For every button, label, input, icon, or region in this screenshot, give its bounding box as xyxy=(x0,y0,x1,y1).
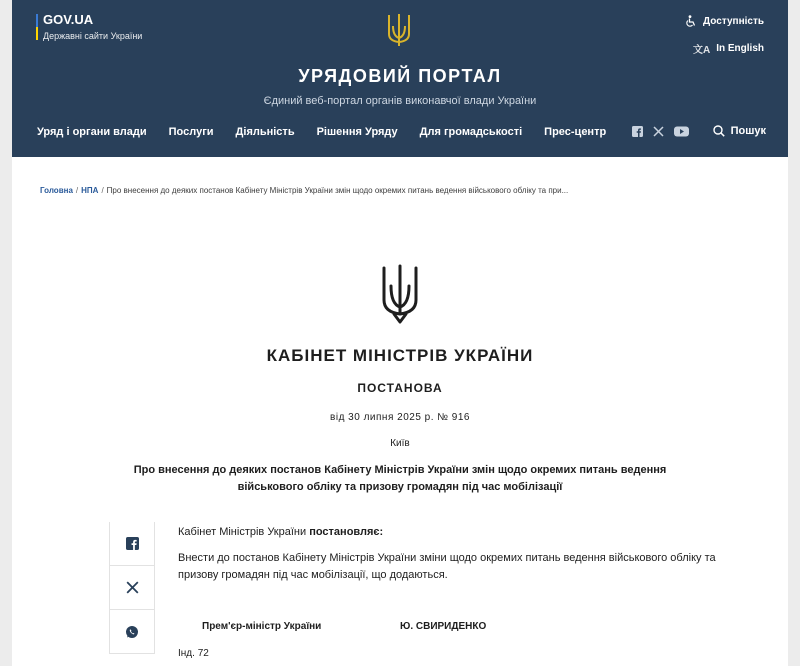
document-date: від 30 липня 2025 р. № 916 xyxy=(330,412,470,423)
breadcrumb-home[interactable]: Головна xyxy=(40,186,73,195)
search-icon xyxy=(713,125,725,137)
document-title: Про внесення до деяких постанов Кабінету Міністрів України змін щодо окремих питань ведення військового обліку та призову громадян під час мобілізації xyxy=(133,464,667,493)
nav-activity[interactable]: Діяльність xyxy=(235,126,295,138)
gov-ua-name: GOV.UA xyxy=(43,12,94,27)
nav-public[interactable]: Для громадськості xyxy=(419,126,523,138)
search-button[interactable] xyxy=(713,125,766,137)
portal-subtitle: Єдиний веб-портал органів виконавчої влади України xyxy=(263,95,537,107)
x-icon[interactable] xyxy=(653,126,664,137)
nav-press[interactable]: Прес-центр xyxy=(544,126,607,138)
accessibility-link[interactable] xyxy=(685,15,764,27)
main-nav xyxy=(37,126,606,138)
gov-ua-subtitle: Державні сайти України xyxy=(43,31,143,41)
share-whatsapp-button[interactable] xyxy=(110,610,154,654)
site-header xyxy=(12,0,788,157)
accessibility-label: Доступність xyxy=(703,15,764,27)
signature-role: Прем'єр-міністр України xyxy=(202,621,322,632)
x-icon xyxy=(126,581,139,594)
breadcrumb: Головна / НПА / Про внесення до деяких постанов Кабінету Міністрів України змін щодо окремих питань ведення військового обліку та при... xyxy=(40,186,569,195)
nav-decisions[interactable]: Рішення Уряду xyxy=(316,126,398,138)
english-label: In English xyxy=(716,43,764,54)
portal-title[interactable]: УРЯДОВИЙ ПОРТАЛ xyxy=(298,66,502,86)
issuer-title: КАБІНЕТ МІНІСТРІВ УКРАЇНИ xyxy=(266,346,534,365)
coat-of-arms-icon xyxy=(380,264,420,326)
trident-icon[interactable] xyxy=(386,12,412,48)
nav-services[interactable]: Послуги xyxy=(168,126,214,138)
signature-name: Ю. СВИРИДЕНКО xyxy=(400,621,487,632)
search-label: Пошук xyxy=(730,125,766,137)
document-city: Київ xyxy=(390,438,410,449)
breadcrumb-current: Про внесення до деяких постанов Кабінету Міністрів України змін щодо окремих питань ведення військового обліку та при... xyxy=(106,186,569,195)
page xyxy=(12,0,788,666)
share-facebook-button[interactable] xyxy=(110,522,154,566)
facebook-icon xyxy=(126,537,139,550)
youtube-icon[interactable] xyxy=(674,126,689,137)
whatsapp-icon xyxy=(125,625,139,639)
document-type: ПОСТАНОВА xyxy=(357,381,443,395)
intro-text: Кабінет Міністрів України xyxy=(178,526,310,538)
decree-paragraph: Внести до постанов Кабінету Міністрів України зміни щодо окремих питань ведення військового обліку та призову громадян під час мобілізації, що додаються. xyxy=(178,552,716,581)
flag-bar xyxy=(36,14,38,40)
document-index: Інд. 72 xyxy=(178,648,209,659)
decree-intro xyxy=(178,524,738,541)
nav-government[interactable]: Уряд і органи влади xyxy=(37,126,147,138)
share-panel xyxy=(109,522,155,654)
share-x-button[interactable] xyxy=(110,566,154,610)
intro-bold: постановляє: xyxy=(309,526,384,538)
breadcrumb-npa[interactable]: НПА xyxy=(81,186,99,195)
facebook-icon[interactable] xyxy=(632,126,643,137)
translate-icon: 文A xyxy=(692,45,711,56)
english-link[interactable] xyxy=(693,41,764,56)
social-links xyxy=(632,126,689,137)
accessibility-icon xyxy=(685,15,697,27)
